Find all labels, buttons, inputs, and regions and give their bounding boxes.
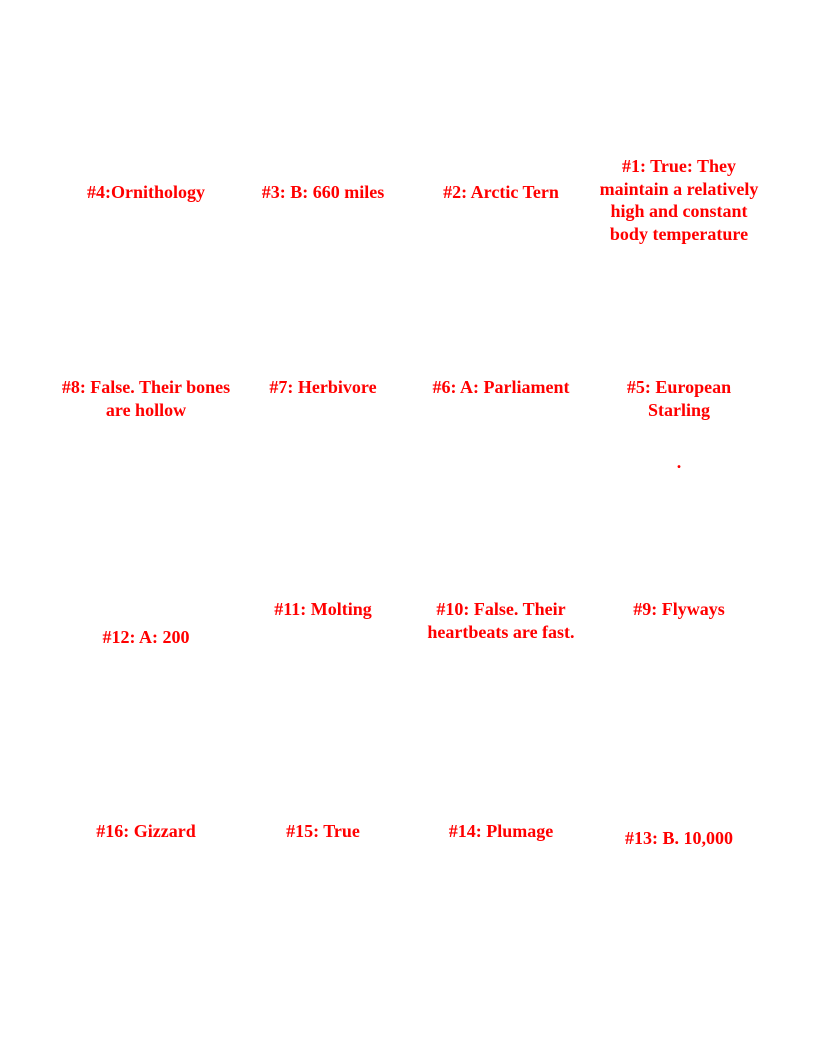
answer-5: #5: European Starling <box>626 377 732 420</box>
answer-6: #6: A: Parliament <box>432 377 570 397</box>
answer-16: #16: Gizzard <box>96 821 196 841</box>
answer-10: #10: False. Their heartbeats are fast. <box>427 599 575 642</box>
answer-11: #11: Molting <box>274 599 372 619</box>
answer-14: #14: Plumage <box>448 821 554 841</box>
answer-13: #13: B. 10,000 <box>625 828 733 848</box>
answer-9: #9: Flyways <box>633 599 725 619</box>
answer-2: #2: Arctic Tern <box>443 182 559 202</box>
answer-8: #8: False. Their bones are hollow <box>61 377 231 420</box>
answer-12: #12: A: 200 <box>102 627 190 647</box>
answer-1: #1: True: They maintain a relatively high and constant body temperature <box>599 156 759 244</box>
answer-3: #3: B: 660 miles <box>261 182 385 202</box>
stray-period: . <box>676 452 682 472</box>
answer-7: #7: Herbivore <box>269 377 377 397</box>
answer-4: #4:Ornithology <box>86 182 205 202</box>
answer-15: #15: True <box>286 821 360 841</box>
